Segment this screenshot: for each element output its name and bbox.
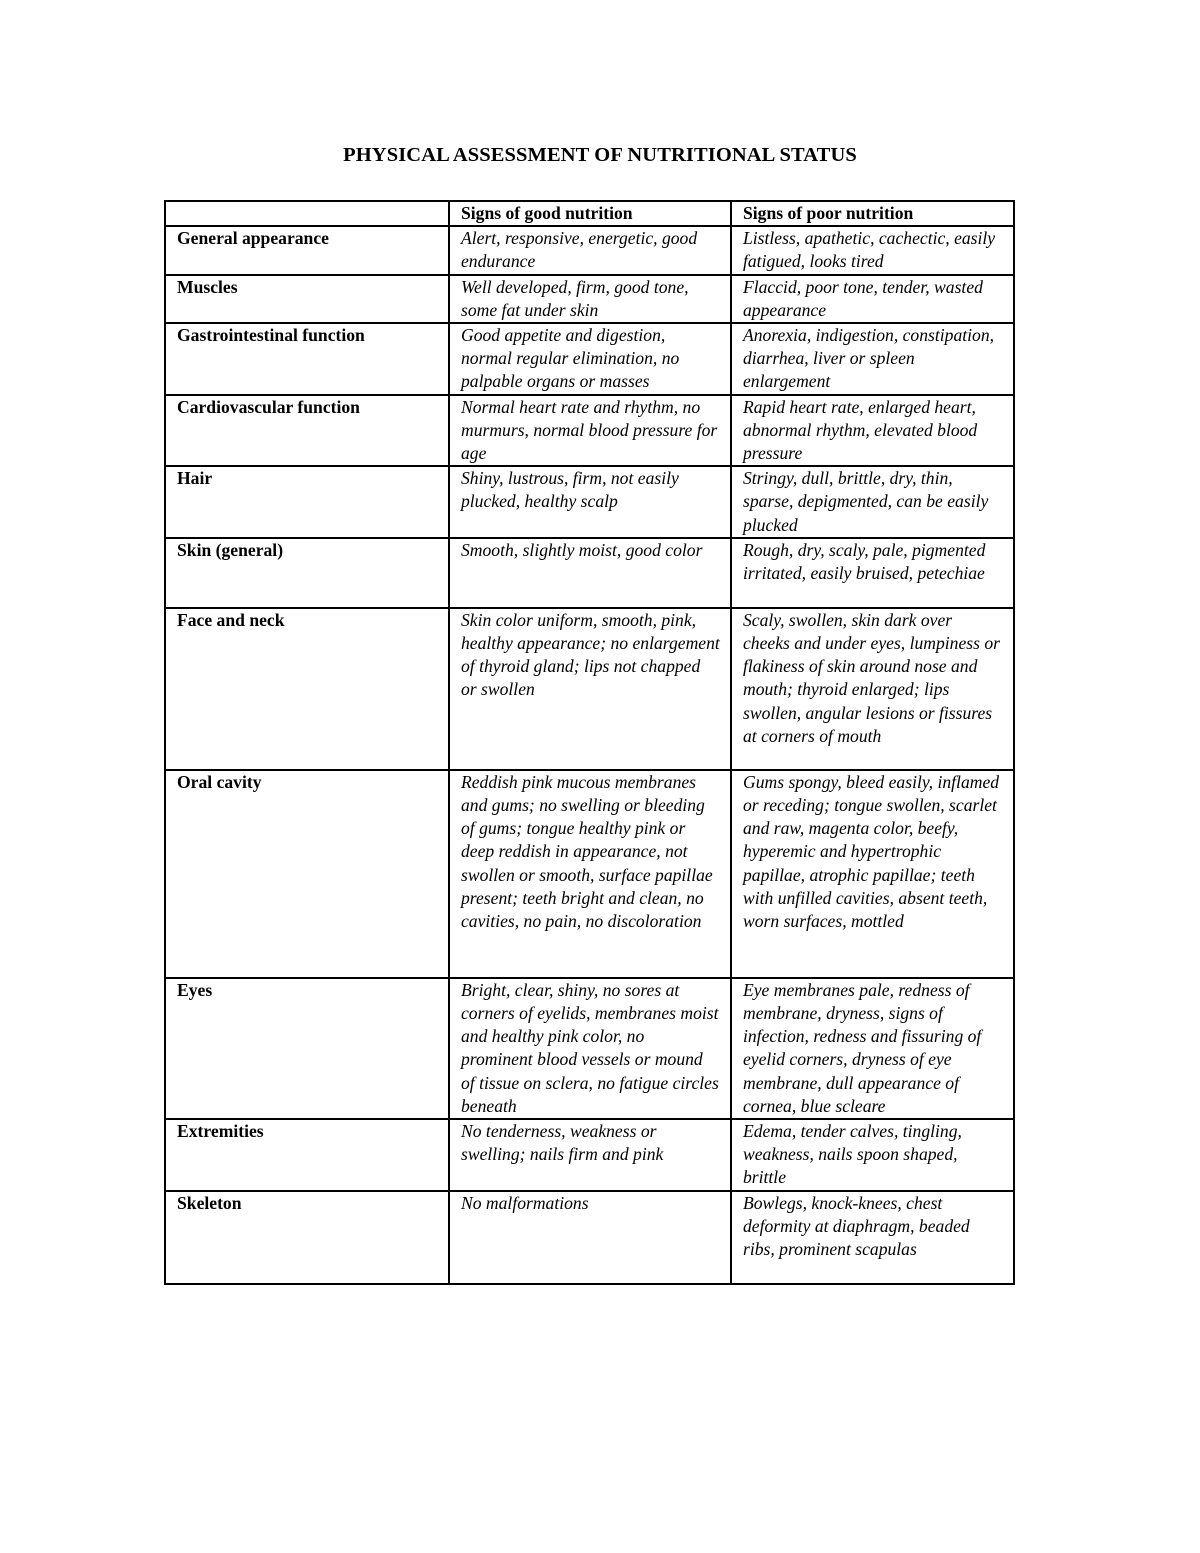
table-row	[165, 978, 1014, 1119]
row-good-signs: Good appetite and digestion, normal regular elimination, no palpable organs or masses	[449, 323, 731, 395]
row-region: Gastrointestinal function	[165, 323, 449, 395]
nutrition-assessment-table	[164, 200, 1015, 1285]
row-region: Extremities	[165, 1119, 449, 1191]
table-row	[165, 275, 1014, 323]
row-poor-signs: Rough, dry, scaly, pale, pigmented irritated, easily bruised, petechiae	[731, 538, 1014, 608]
row-good-signs: No tenderness, weakness or swelling; nails firm and pink	[449, 1119, 731, 1191]
table-row	[165, 1119, 1014, 1191]
table-row	[165, 323, 1014, 395]
table-row	[165, 1191, 1014, 1284]
table-row	[165, 608, 1014, 770]
table-header-row	[165, 201, 1014, 226]
header-good-nutrition: Signs of good nutrition	[449, 201, 731, 226]
row-poor-signs: Eye membranes pale, redness of membrane, dryness, signs of infection, redness and fissuring of eyelid corners, dryness of eye membrane, dull appearance of cornea, blue scleare	[731, 978, 1014, 1119]
row-region: Eyes	[165, 978, 449, 1119]
row-region: Oral cavity	[165, 770, 449, 978]
row-poor-signs: Anorexia, indigestion, constipation, diarrhea, liver or spleen enlargement	[731, 323, 1014, 395]
row-good-signs: Skin color uniform, smooth, pink, healthy appearance; no enlargement of thyroid gland; lips not chapped or swollen	[449, 608, 731, 770]
row-good-signs: Alert, responsive, energetic, good endurance	[449, 226, 731, 274]
row-poor-signs: Gums spongy, bleed easily, inflamed or receding; tongue swollen, scarlet and raw, magenta color, beefy, hyperemic and hypertrophic papillae, atrophic papillae; teeth with unfilled cavities, absent teeth, worn surfaces, mottled	[731, 770, 1014, 978]
page-title: PHYSICAL ASSESSMENT OF NUTRITIONAL STATUS	[343, 144, 857, 166]
table-row	[165, 466, 1014, 538]
table-row	[165, 395, 1014, 467]
row-region: Skeleton	[165, 1191, 449, 1284]
row-poor-signs: Flaccid, poor tone, tender, wasted appearance	[731, 275, 1014, 323]
row-good-signs: Smooth, slightly moist, good color	[449, 538, 731, 608]
row-region: Hair	[165, 466, 449, 538]
row-poor-signs: Stringy, dull, brittle, dry, thin, sparse, depigmented, can be easily plucked	[731, 466, 1014, 538]
row-region: Face and neck	[165, 608, 449, 770]
row-good-signs: Well developed, firm, good tone, some fat under skin	[449, 275, 731, 323]
row-region: Muscles	[165, 275, 449, 323]
table-row	[165, 226, 1014, 274]
row-poor-signs: Bowlegs, knock-knees, chest deformity at diaphragm, beaded ribs, prominent scapulas	[731, 1191, 1014, 1284]
row-good-signs: Bright, clear, shiny, no sores at corners of eyelids, membranes moist and healthy pink color, no prominent blood vessels or mound of tissue on sclera, no fatigue circles beneath	[449, 978, 731, 1119]
row-poor-signs: Rapid heart rate, enlarged heart, abnormal rhythm, elevated blood pressure	[731, 395, 1014, 467]
header-poor-nutrition: Signs of poor nutrition	[731, 201, 1014, 226]
row-region: Skin (general)	[165, 538, 449, 608]
row-region: General appearance	[165, 226, 449, 274]
table-row	[165, 538, 1014, 608]
row-poor-signs: Edema, tender calves, tingling, weakness, nails spoon shaped, brittle	[731, 1119, 1014, 1191]
table-row	[165, 770, 1014, 978]
row-poor-signs: Listless, apathetic, cachectic, easily fatigued, looks tired	[731, 226, 1014, 274]
row-poor-signs: Scaly, swollen, skin dark over cheeks and under eyes, lumpiness or flakiness of skin around nose and mouth; thyroid enlarged; lips swollen, angular lesions or fissures at corners of mouth	[731, 608, 1014, 770]
row-good-signs: Reddish pink mucous membranes and gums; no swelling or bleeding of gums; tongue healthy pink or deep reddish in appearance, not swollen or smooth, surface papillae present; teeth bright and clean, no cavities, no pain, no discoloration	[449, 770, 731, 978]
row-good-signs: No malformations	[449, 1191, 731, 1284]
row-region: Cardiovascular function	[165, 395, 449, 467]
row-good-signs: Normal heart rate and rhythm, no murmurs, normal blood pressure for age	[449, 395, 731, 467]
header-body-area	[165, 201, 449, 226]
row-good-signs: Shiny, lustrous, firm, not easily plucked, healthy scalp	[449, 466, 731, 538]
